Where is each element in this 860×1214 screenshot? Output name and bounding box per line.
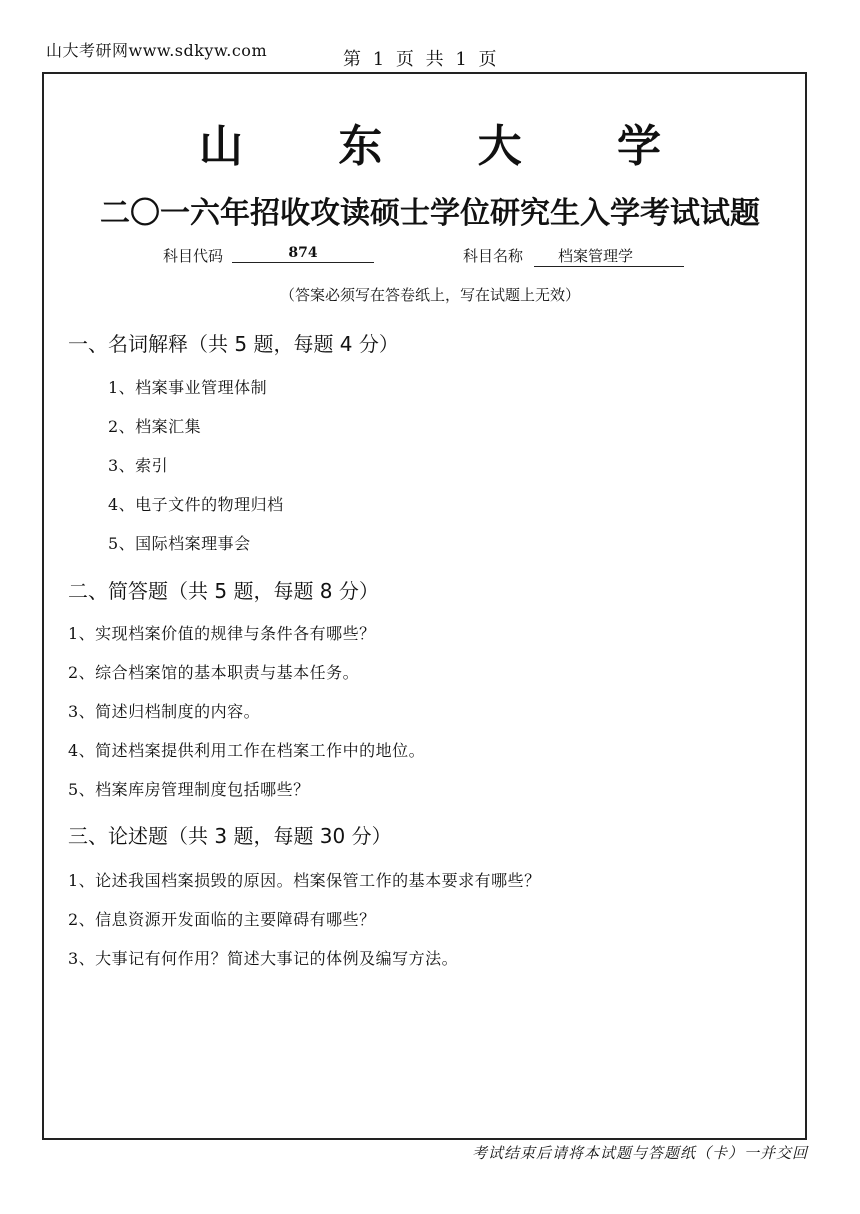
subject-code-value: 874 bbox=[232, 245, 374, 263]
question-item: 2、信息资源开发面临的主要障碍有哪些？ bbox=[68, 910, 376, 929]
question-item: 1、实现档案价值的规律与条件各有哪些？ bbox=[68, 624, 376, 643]
question-item: 4、简述档案提供利用工作在档案工作中的地位。 bbox=[68, 741, 426, 760]
subject-name-label: 科目名称 bbox=[463, 247, 524, 265]
university-name: 山 东 大 学 bbox=[199, 121, 701, 172]
subject-code-label: 科目代码 bbox=[163, 247, 224, 265]
question-item: 3、索引 bbox=[108, 456, 169, 475]
question-item: 5、国际档案理事会 bbox=[108, 534, 251, 553]
question-item: 2、档案汇集 bbox=[108, 417, 202, 436]
question-item: 1、论述我国档案损毁的原因。档案保管工作的基本要求有哪些？ bbox=[68, 871, 541, 890]
page-number: 第 1 页 共 1 页 bbox=[343, 49, 500, 70]
question-item: 1、档案事业管理体制 bbox=[108, 378, 268, 397]
section-heading: 三、论述题（共 3 题，每题 30 分） bbox=[68, 824, 392, 848]
question-item: 2、综合档案馆的基本职责与基本任务。 bbox=[68, 663, 360, 682]
footer-note: 考试结束后请将本试题与答题纸（卡）一并交回 bbox=[471, 1144, 808, 1162]
question-item: 4、电子文件的物理归档 bbox=[108, 495, 284, 514]
exam-frame bbox=[42, 72, 807, 1140]
question-item: 5、档案库房管理制度包括哪些？ bbox=[68, 780, 310, 799]
answer-note: （答案必须写在答卷纸上，写在试题上无效） bbox=[279, 286, 580, 304]
watermark: 山大考研网www.sdkyw.com bbox=[46, 41, 268, 60]
subject-name-value: 档案管理学 bbox=[534, 245, 684, 267]
exam-title: 二〇一六年招收攻读硕士学位研究生入学考试试题 bbox=[100, 196, 760, 231]
section-heading: 二、简答题（共 5 题，每题 8 分） bbox=[68, 579, 379, 603]
question-item: 3、简述归档制度的内容。 bbox=[68, 702, 261, 721]
question-item: 3、大事记有何作用？简述大事记的体例及编写方法。 bbox=[68, 949, 459, 968]
section-heading: 一、名词解释（共 5 题，每题 4 分） bbox=[68, 332, 399, 356]
